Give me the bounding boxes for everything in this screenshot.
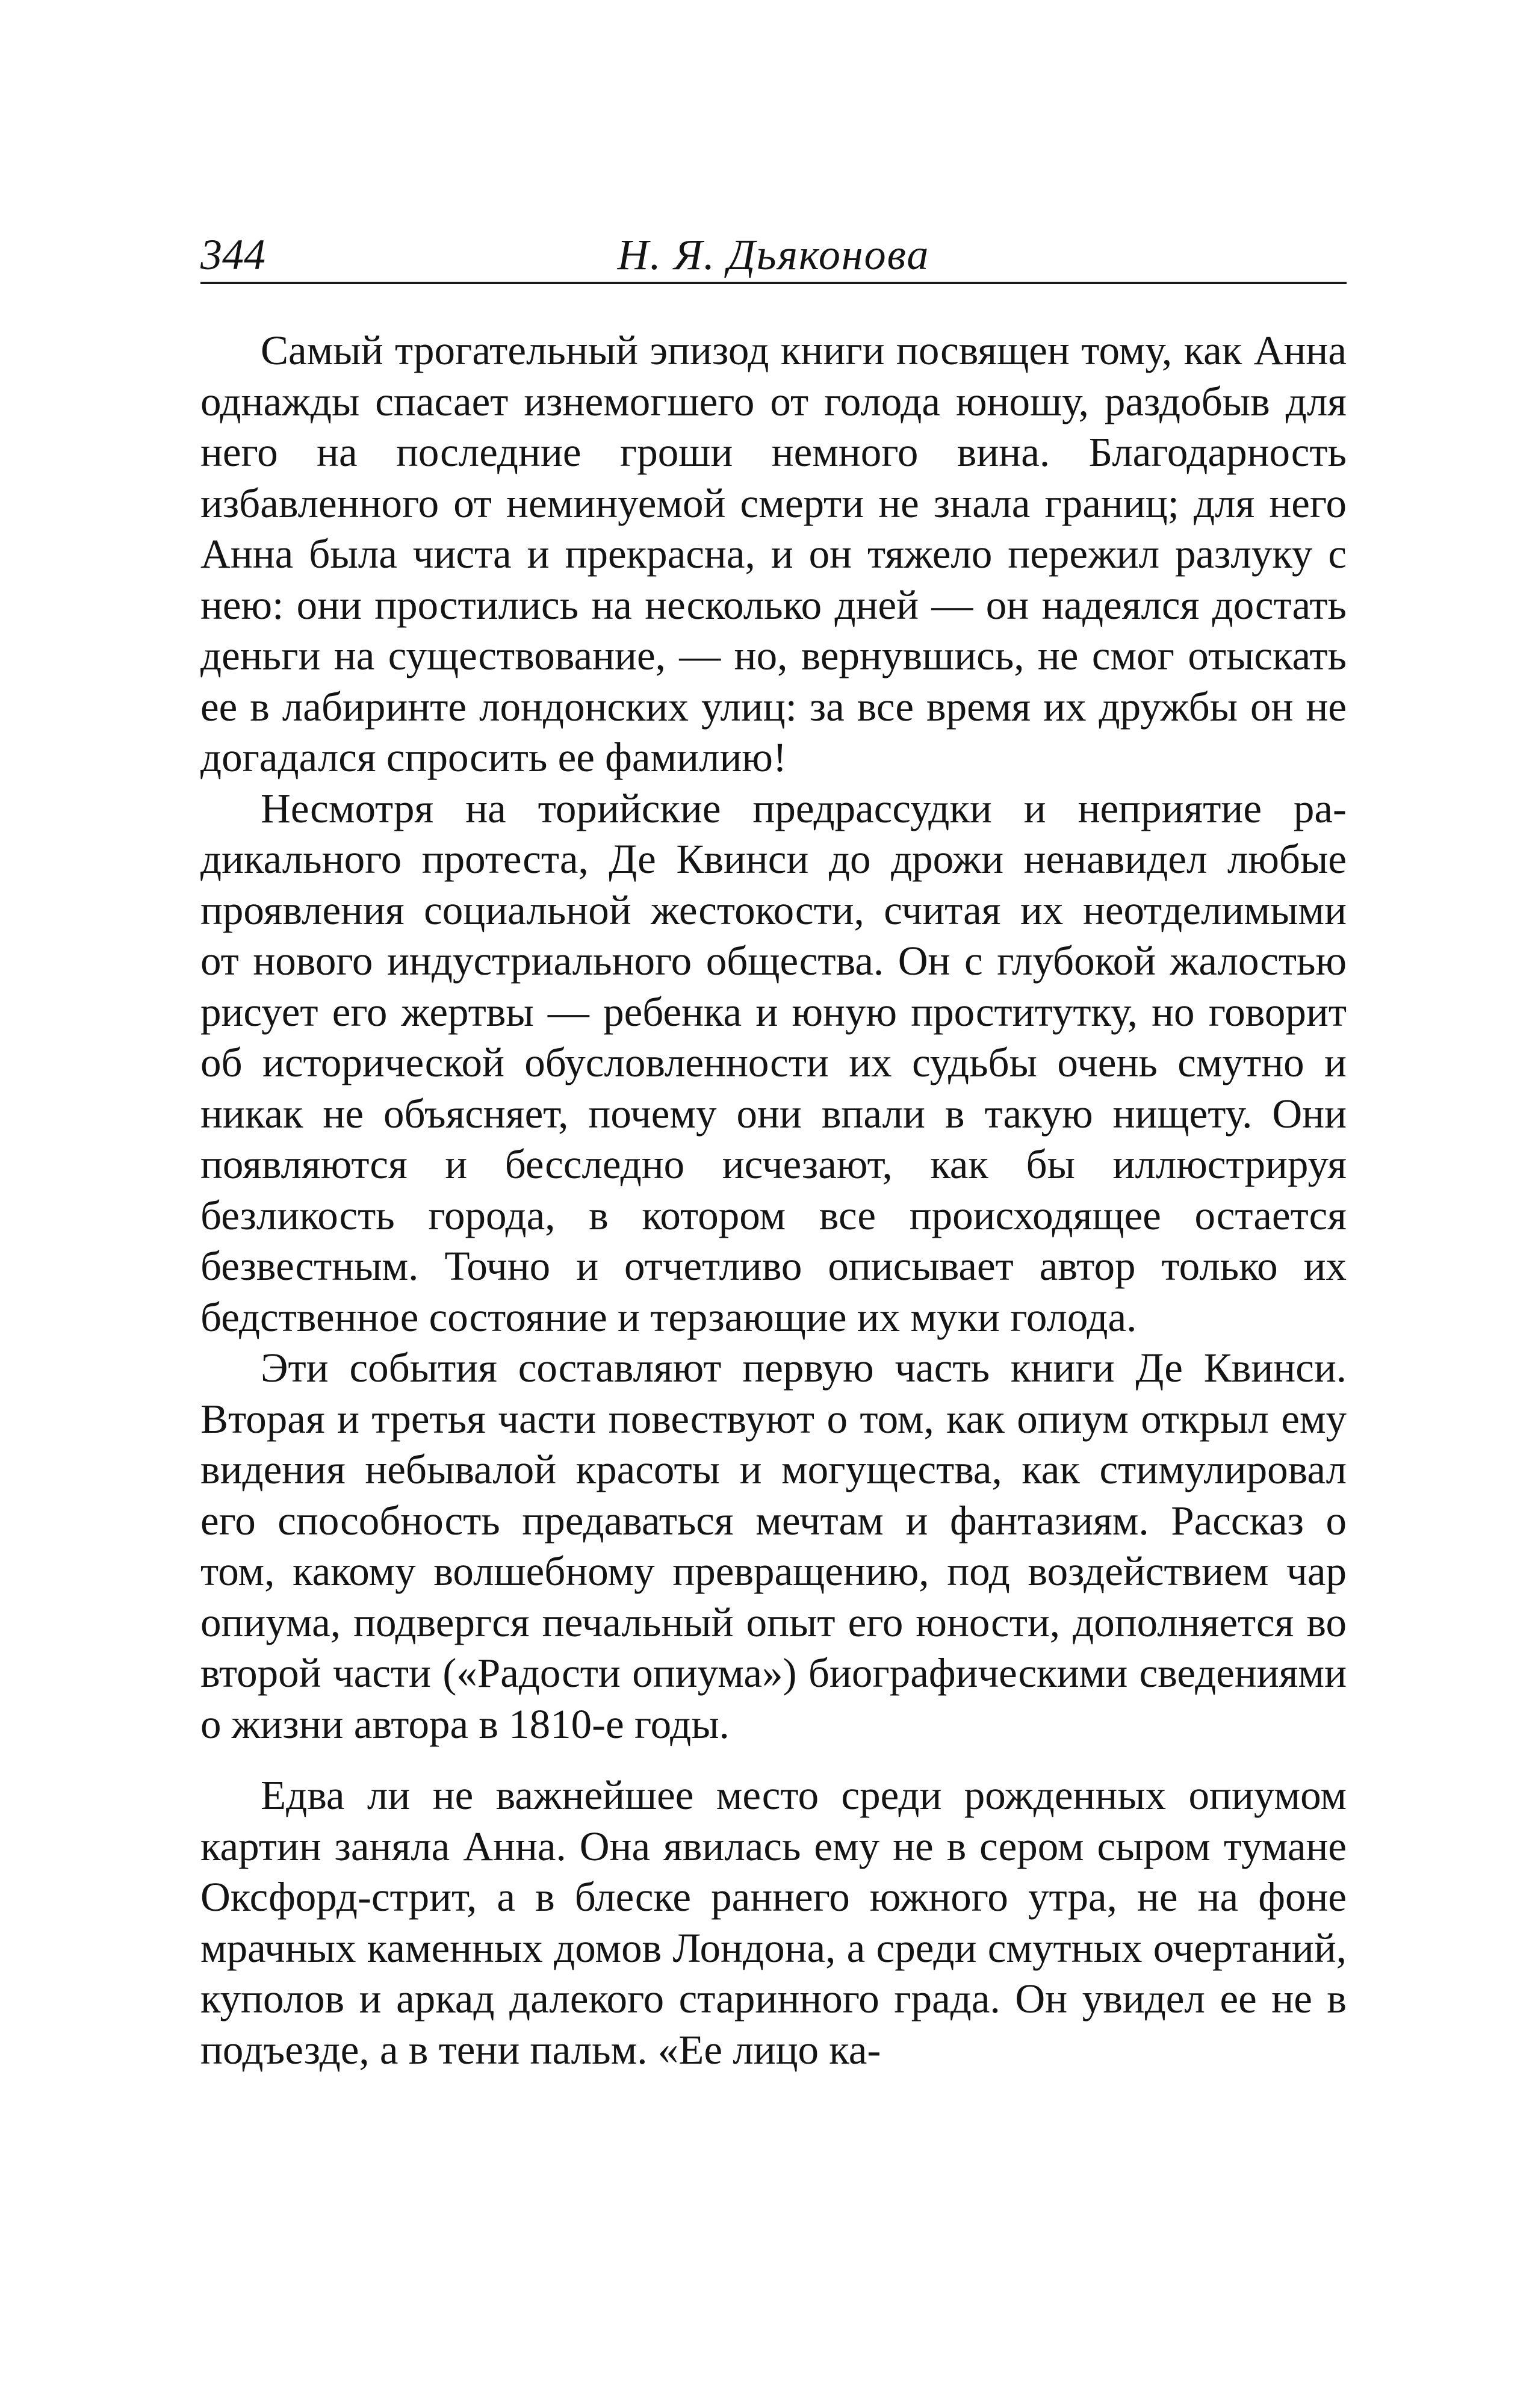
paragraph-1: Самый трогательный эпизод книги посвящен тому, как Анна однажды спасает изнемогшего от голода юношу, раздобыв для него на последние гроши немного вина. Благодарность избавленного от неминуемой смерти не знала границ; для него Анна была чиста и прекрасна, и он тяжело пережил разлуку с нею: они простились на несколько дней — он надеялся достать деньги на существование, — но, вернувшись, не смог отыскать ее в лабиринте лондонских улиц: за все время их дружбы он не догадался спросить ее фамилию! [200, 327, 1347, 780]
running-title: Н. Я. Дьяконова [617, 231, 930, 279]
page-number: 344 [200, 231, 265, 279]
paragraph-4: Едва ли не важнейшее место среди рожденных опиумом картин заняла Анна. Она явилась ему не в сером сыром тумане Оксфорд-стрит, а в блеске раннего южного утра, не на фоне мрачных каменных домов Лондона, а среди смутных очертаний, куполов и аркад далекого старинного града. Он увидел ее не в подъезде, а в тени пальм. «Ее лицо ка- [200, 1772, 1347, 2073]
body-text [200, 325, 1347, 2075]
paragraph-2: Несмотря на торийские предрассудки и неприятие радикального протеста, Де Квинси до дрожи ненавидел любые проявления социальной жестокости, считая их неотделимыми от нового индустриального общества. Он с глубокой жалостью рисует его жертвы — ребенка и юную проститутку, но говорит об исторической обусловленности их судьбы очень смутно и никак не объясняет, почему они впали в такую нищету. Они появляются и бесследно исчезают, как бы иллюстрируя безликость города, в котором все происходящее остается безвестным. Точно и отчетливо описывает автор только их бедственное состояние и терзающие их муки голода. [200, 785, 1347, 1340]
running-head [200, 228, 1347, 284]
paragraph-3: Эти события составляют первую часть книги Де Квинси. Вторая и третья части повествуют о том, как опиум открыл ему видения небывалой красоты и могущества, как стимулировал его способность предаваться мечтам и фантазиям. Рассказ о том, какому волшебному превращению, под воздействием чар опиума, подвергся печальный опыт его юности, дополняется во второй части («Радости опиума») биографическими сведениями о жизни автора в 1810-е годы. [200, 1345, 1347, 1747]
